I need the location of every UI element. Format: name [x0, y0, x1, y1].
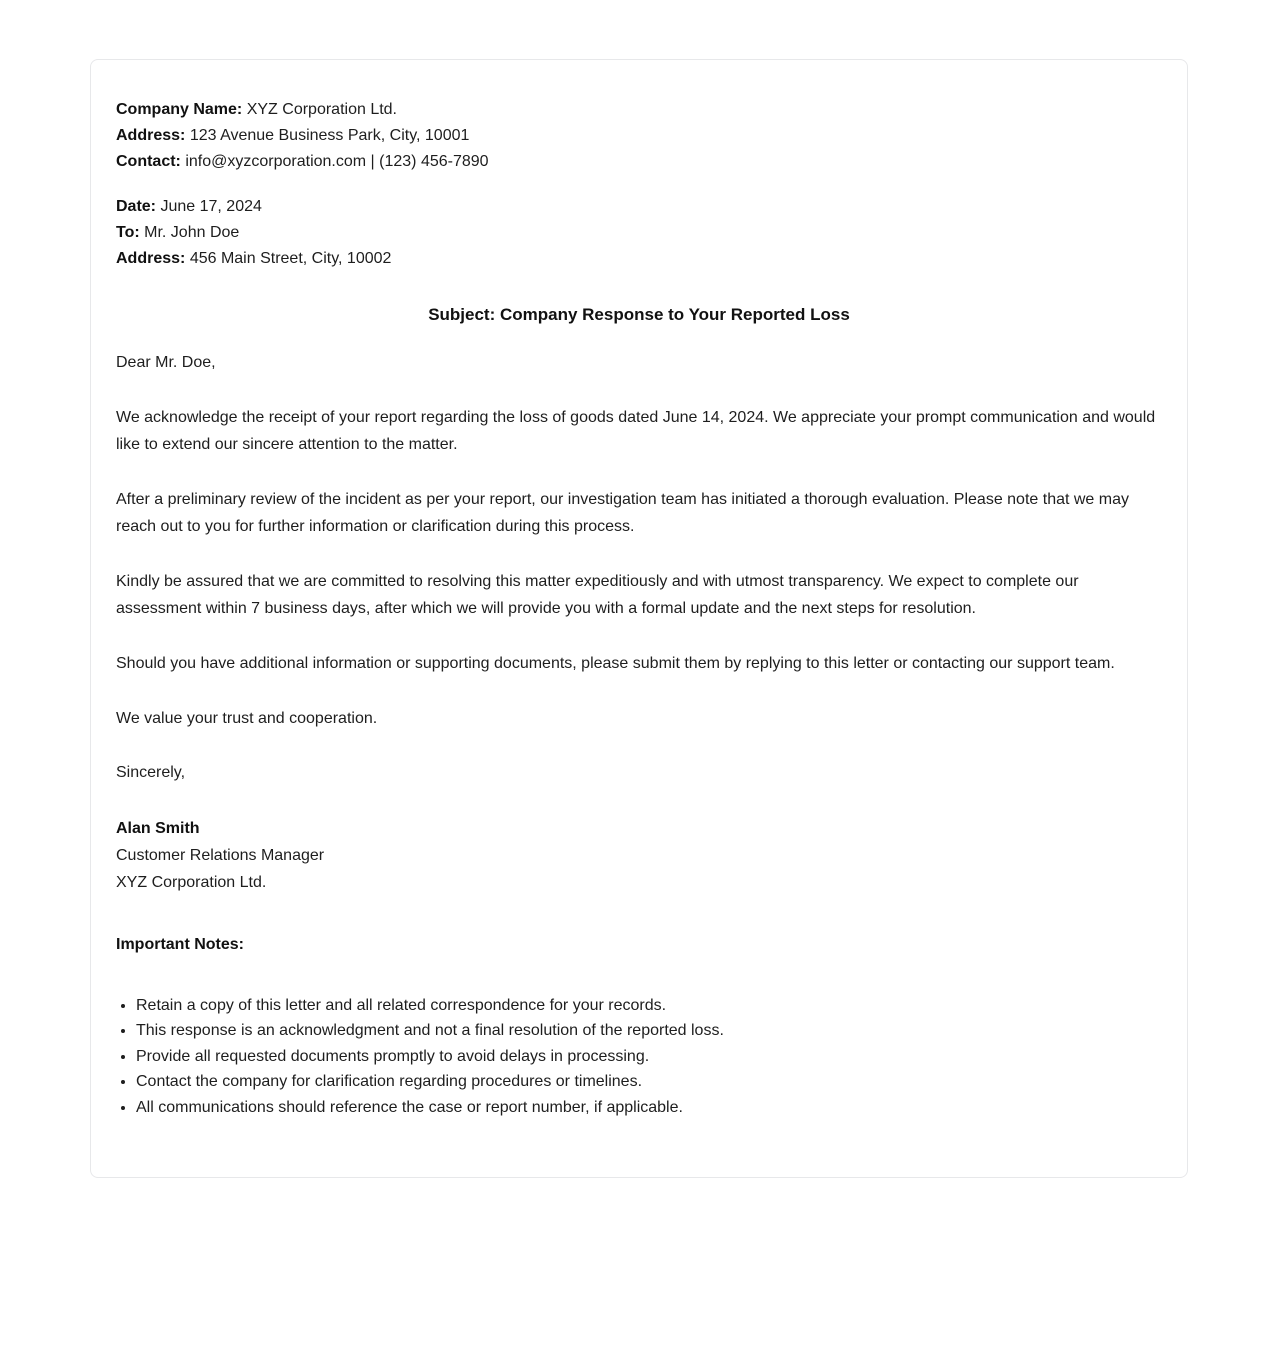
- to-label: To:: [116, 224, 140, 241]
- important-notes-list: [116, 993, 1162, 1120]
- note-item-4: • Contact the company for clarification regarding procedures or timelines.: [136, 1069, 1162, 1094]
- company-contact-row: [116, 149, 1162, 175]
- signoff-line: Sincerely,: [116, 764, 186, 781]
- company-address-value: 123 Avenue Business Park, City, 10001: [189, 127, 470, 144]
- recipient-info-block: [116, 194, 1162, 272]
- recipient-address-row: [116, 246, 1162, 272]
- note-item-2: • This response is an acknowledgment and not a final resolution of the reported loss.: [136, 1018, 1162, 1043]
- company-address-row: [116, 123, 1162, 149]
- signature-block: [116, 815, 1162, 896]
- letter-card: [90, 59, 1188, 1178]
- salutation: Dear Mr. Doe,: [116, 354, 216, 371]
- body-paragraph-4: Should you have additional information or supporting documents, please submit them by replying to this letter or contacting our support team.: [116, 655, 1115, 672]
- body-paragraph-2: After a preliminary review of the incident as per your report, our investigation team has initiated a thorough evaluation. Please note that we may reach out to you for further information or clarification during this process.: [116, 491, 1129, 535]
- company-info-block: [116, 97, 1162, 175]
- to-value: Mr. John Doe: [144, 224, 240, 241]
- date-row: [116, 194, 1162, 220]
- company-name-row: [116, 97, 1162, 123]
- date-value: June 17, 2024: [160, 198, 262, 215]
- note-item-3: • Provide all requested documents promptly to avoid delays in processing.: [136, 1044, 1162, 1069]
- subject-line: Subject: Company Response to Your Reported Loss: [428, 305, 850, 324]
- company-address-label: Address:: [116, 127, 186, 144]
- signature-name: Alan Smith: [116, 820, 200, 837]
- company-name-label: Company Name:: [116, 101, 243, 118]
- recipient-address-value: 456 Main Street, City, 10002: [189, 250, 392, 267]
- signature-title: Customer Relations Manager: [116, 847, 325, 864]
- note-item-1: • Retain a copy of this letter and all related correspondence for your records.: [136, 993, 1162, 1018]
- page-background: [0, 59, 1278, 1359]
- note-item-5: • All communications should reference the case or report number, if applicable.: [136, 1095, 1162, 1120]
- company-name-value: XYZ Corporation Ltd.: [246, 101, 397, 118]
- signature-company: XYZ Corporation Ltd.: [116, 874, 267, 891]
- to-row: [116, 220, 1162, 246]
- body-paragraph-3: Kindly be assured that we are committed to resolving this matter expeditiously and with utmost transparency. We expect to complete our assessment within 7 business days, after which we will provide you with a formal update and the next steps for resolution.: [116, 573, 1079, 617]
- closing-line: We value your trust and cooperation.: [116, 710, 378, 727]
- date-label: Date:: [116, 198, 157, 215]
- body-paragraph-1: We acknowledge the receipt of your report regarding the loss of goods dated June 14, 2024. We appreciate your prompt communication and would like to extend our sincere attention to the matter.: [116, 409, 1156, 453]
- company-contact-value: info@xyzcorporation.com | (123) 456-7890: [185, 153, 489, 170]
- important-notes-heading: Important Notes:: [116, 936, 244, 953]
- company-contact-label: Contact:: [116, 153, 181, 170]
- recipient-address-label: Address:: [116, 250, 186, 267]
